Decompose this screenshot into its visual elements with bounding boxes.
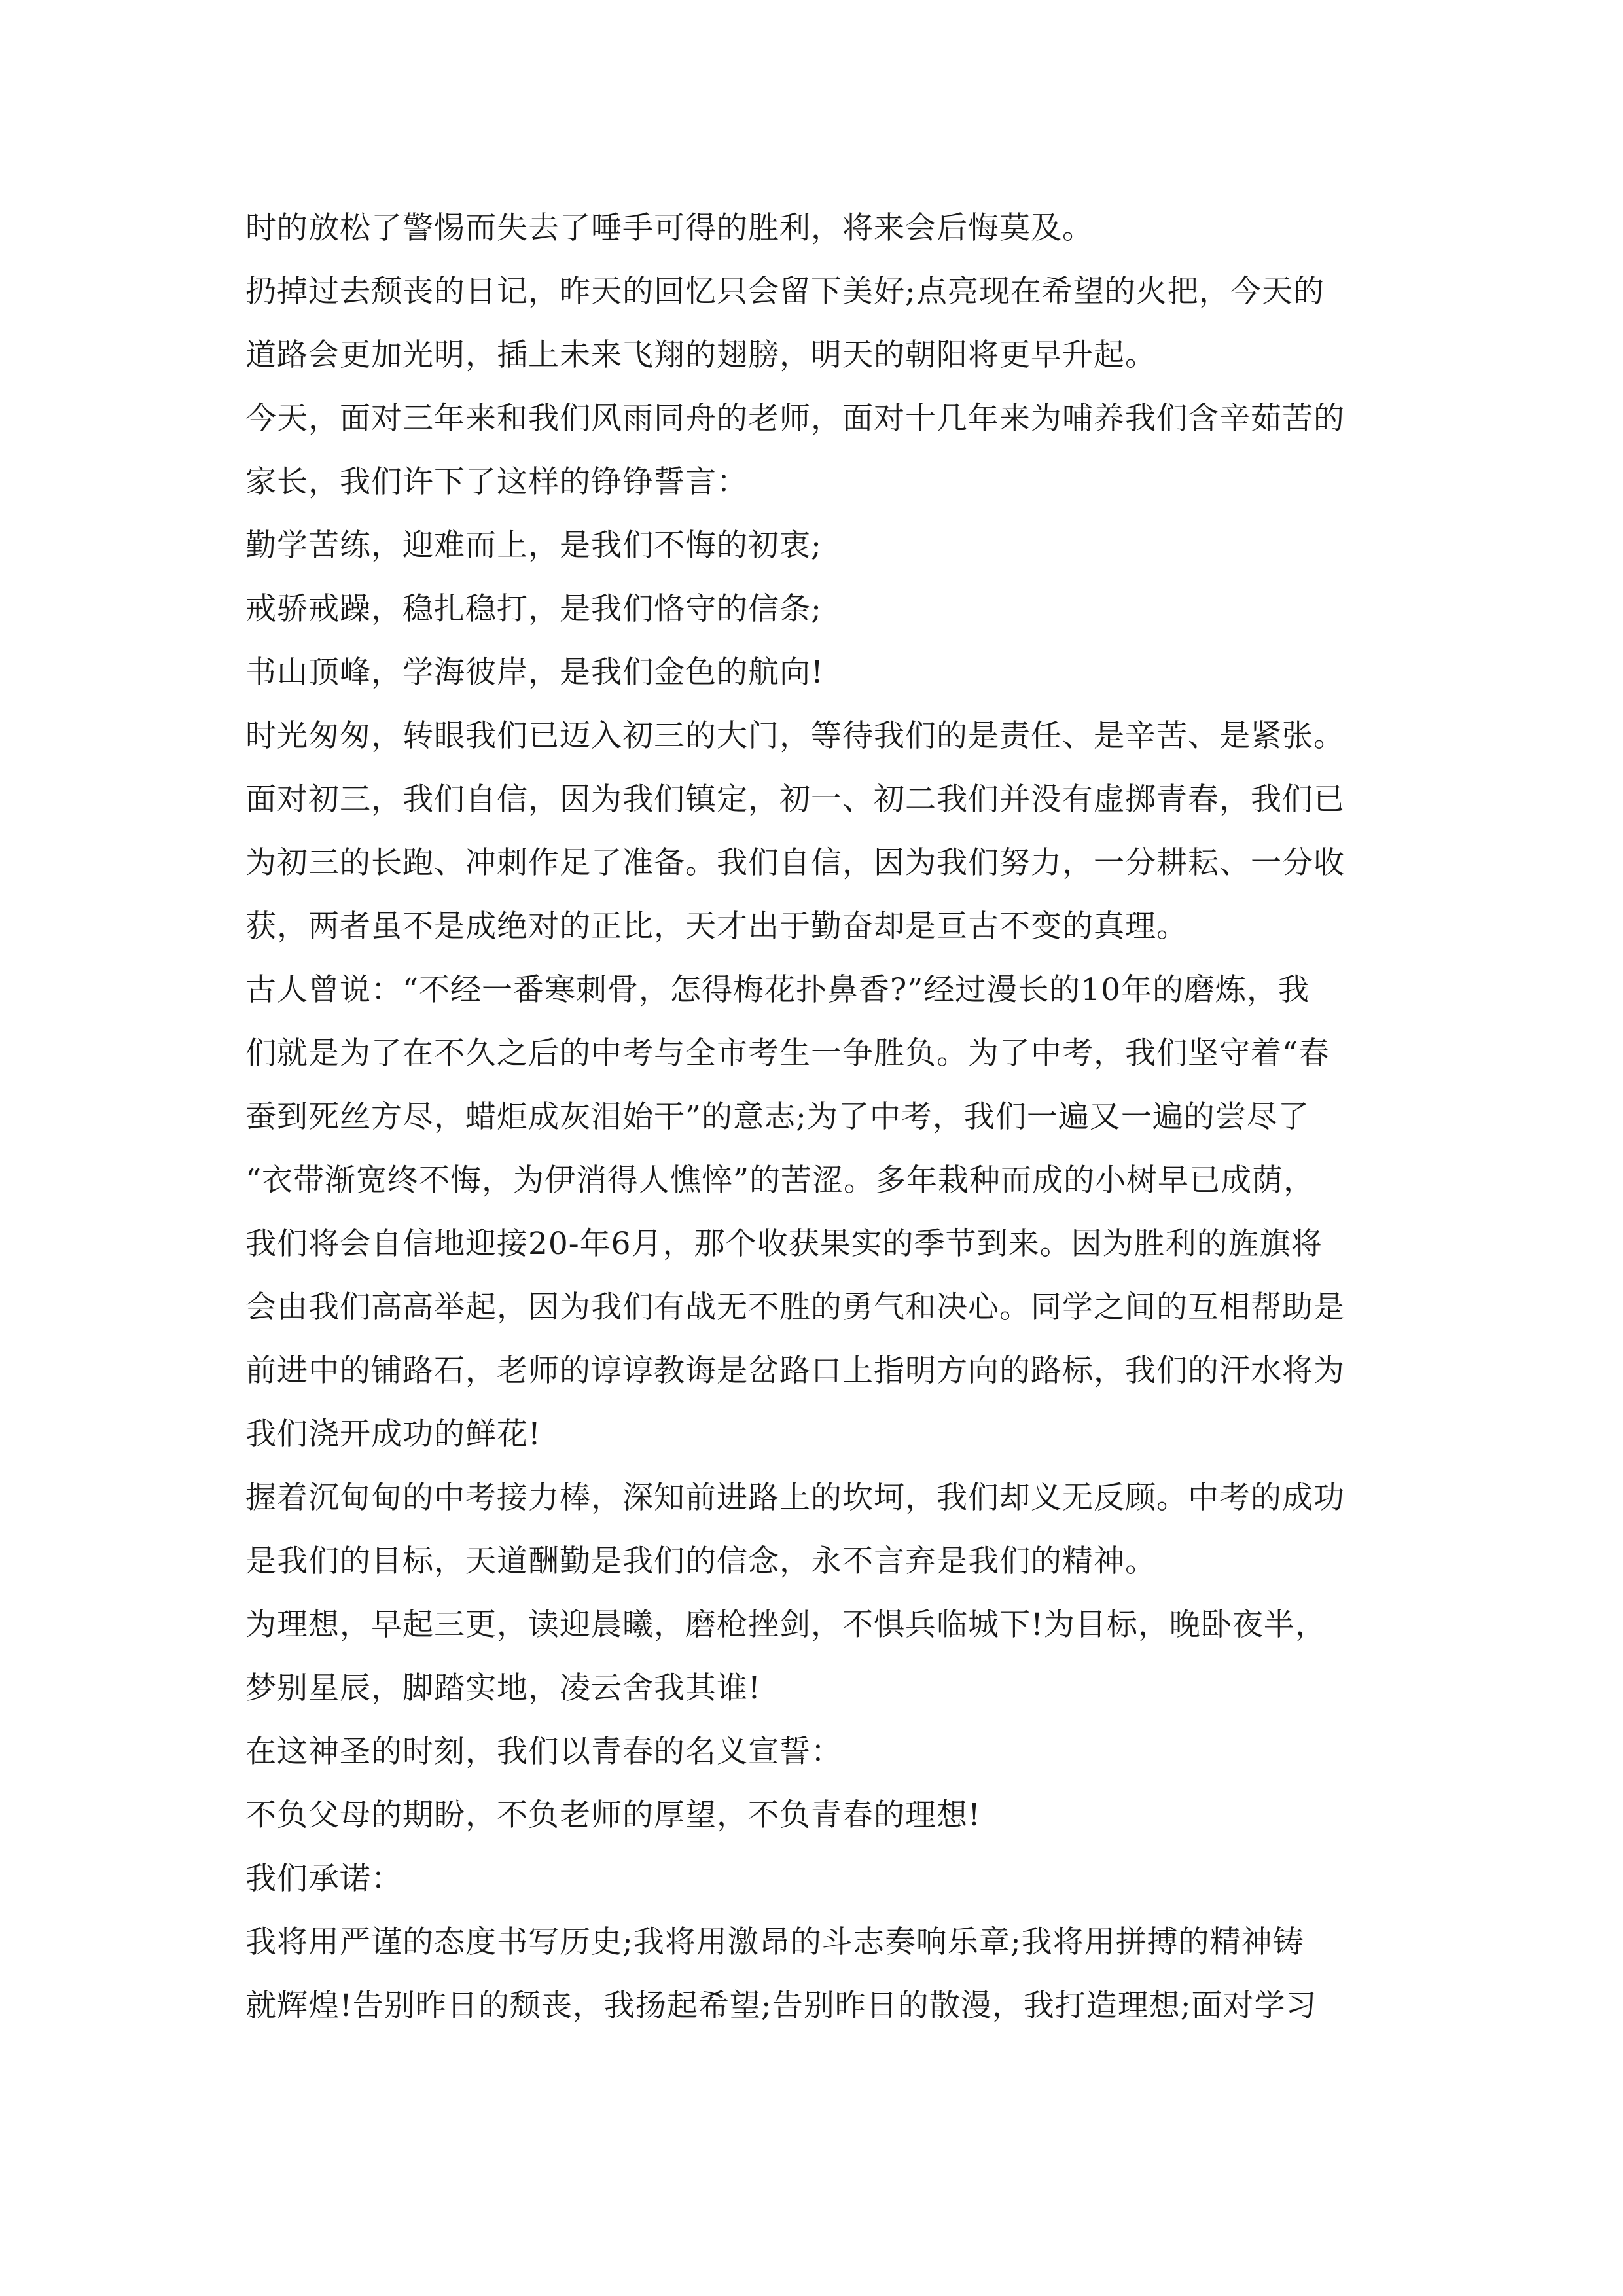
text-line: 面对初三，我们自信，因为我们镇定，初一、初二我们并没有虚掷青春，我们已	[245, 781, 1345, 817]
text-line: 我们浇开成功的鲜花!	[245, 1416, 541, 1452]
text-line: “衣带渐宽终不悔，为伊消得人憔悴”的苦涩。多年栽种而成的小树早已成荫，	[245, 1162, 1315, 1198]
text-line: 我将用严谨的态度书写历史;我将用激昂的斗志奏响乐章;我将用拼搏的精神铸	[245, 1924, 1304, 1960]
text-line: 我们承诺：	[245, 1861, 402, 1897]
text-line: 书山顶峰，学海彼岸，是我们金色的航向!	[245, 655, 824, 691]
text-line: 梦别星辰，脚踏实地，凌云舍我其谁!	[245, 1670, 761, 1706]
text-line: 道路会更加光明，插上未来飞翔的翅膀，明天的朝阳将更早升起。	[245, 337, 1156, 373]
text-line: 时光匆匆，转眼我们已迈入初三的大门，等待我们的是责任、是辛苦、是紧张。	[245, 718, 1345, 754]
text-line: 今天，面对三年来和我们风雨同舟的老师，面对十几年来为哺养我们含辛茹苦的	[245, 401, 1345, 437]
text-line: 获，两者虽不是成绝对的正比，天才出于勤奋却是亘古不变的真理。	[245, 908, 1188, 944]
text-line: 握着沉甸甸的中考接力棒，深知前进路上的坎坷，我们却义无反顾。中考的成功	[245, 1480, 1345, 1516]
text-line: 古人曾说：“不经一番寒刺骨，怎得梅花扑鼻香?”经过漫长的10年的磨炼，我	[245, 972, 1310, 1008]
text-line: 在这神圣的时刻，我们以青春的名义宣誓：	[245, 1734, 842, 1770]
text-line: 家长，我们许下了这样的铮铮誓言：	[245, 464, 748, 500]
text-line: 不负父母的期盼，不负老师的厚望，不负青春的理想!	[245, 1797, 981, 1833]
text-line: 蚕到死丝方尽，蜡炬成灰泪始干”的意志;为了中考，我们一遍又一遍的尝尽了	[245, 1099, 1310, 1135]
text-line: 勤学苦练，迎难而上，是我们不悔的初衷;	[245, 528, 822, 564]
text-line: 为理想，早起三更，读迎晨曦，磨枪挫剑，不惧兵临城下!为目标，晚卧夜半，	[245, 1607, 1327, 1643]
text-line: 们就是为了在不久之后的中考与全市考生一争胜负。为了中考，我们坚守着“春	[245, 1035, 1330, 1071]
document-body	[245, 196, 1410, 2037]
text-line: 时的放松了警惕而失去了唾手可得的胜利，将来会后悔莫及。	[245, 210, 1094, 246]
text-line: 会由我们高高举起，因为我们有战无不胜的勇气和决心。同学之间的互相帮助是	[245, 1289, 1345, 1325]
text-line: 我们将会自信地迎接20-年6月，那个收获果实的季节到来。因为胜利的旌旗将	[245, 1226, 1323, 1262]
text-line: 扔掉过去颓丧的日记，昨天的回忆只会留下美好;点亮现在希望的火把，今天的	[245, 274, 1325, 310]
text-line: 是我们的目标，天道酬勤是我们的信念，永不言弃是我们的精神。	[245, 1543, 1156, 1579]
text-line: 为初三的长跑、冲刺作足了准备。我们自信，因为我们努力，一分耕耘、一分收	[245, 845, 1345, 881]
text-line: 前进中的铺路石，老师的谆谆教诲是岔路口上指明方向的路标，我们的汗水将为	[245, 1353, 1345, 1389]
text-line: 戒骄戒躁，稳扎稳打，是我们恪守的信条;	[245, 591, 822, 627]
text-line: 就辉煌!告别昨日的颓丧，我扬起希望;告别昨日的散漫，我打造理想;面对学习	[245, 1988, 1317, 2024]
